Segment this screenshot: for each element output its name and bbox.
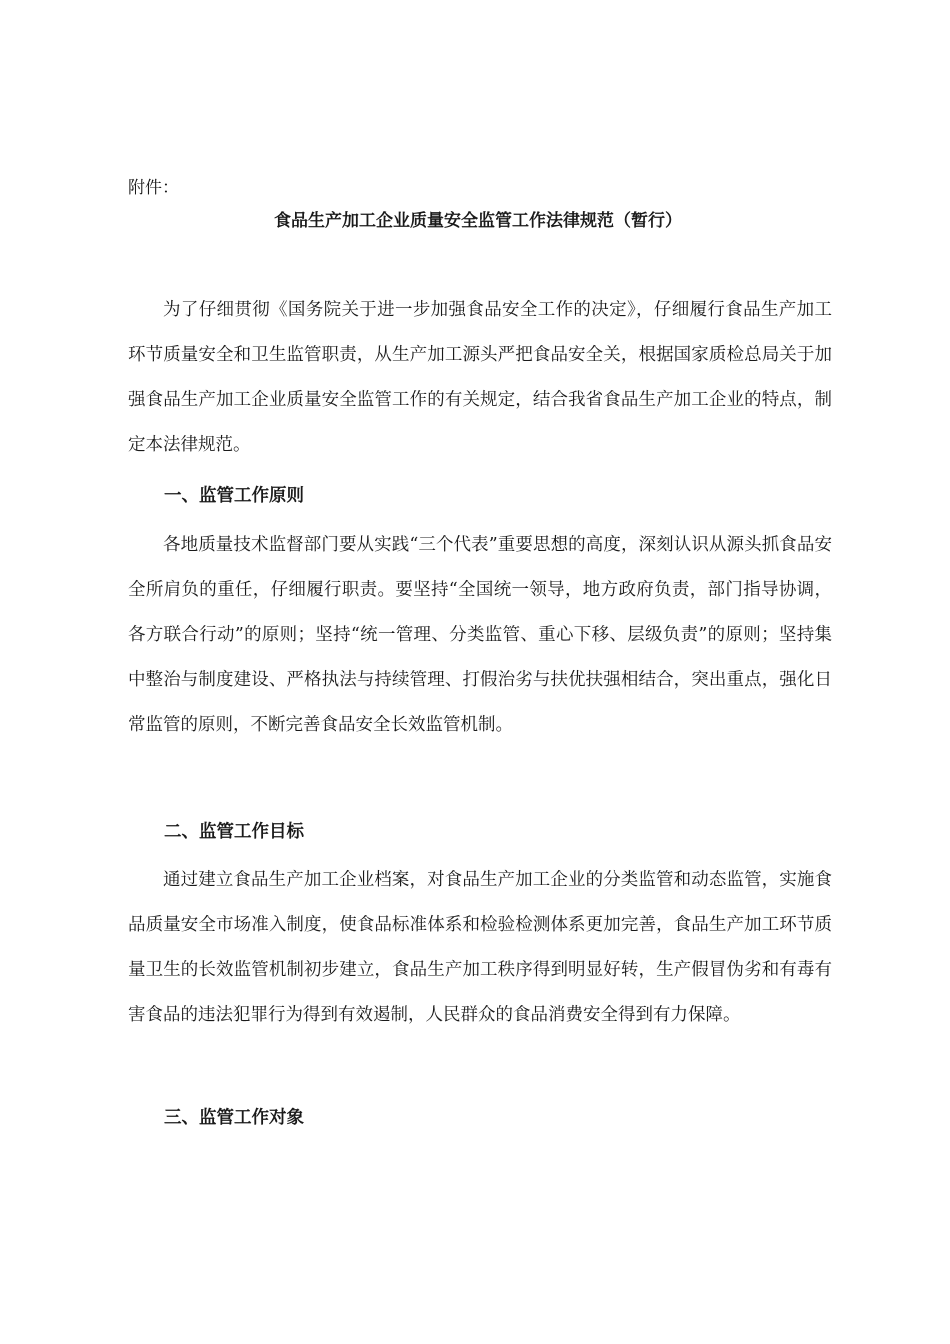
section-heading-targets: 三、监管工作对象 [164, 1108, 304, 1128]
intro-paragraph: 为了仔细贯彻《国务院关于进一步加强食品安全工作的决定》，仔细履行食品生产加工环节质量安全和卫生监管职责，从生产加工源头严把食品安全关，根据国家质检总局关于加强食品生产加工企业质量安全监管工作的有关规定，结合我省食品生产加工企业的特点，制定本法律规范。 [128, 300, 832, 455]
goals-paragraph: 通过建立食品生产加工企业档案，对食品生产加工企业的分类监管和动态监管，实施食品质量安全市场准入制度，使食品标准体系和检验检测体系更加完善，食品生产加工环节质量卫生的长效监管机制初步建立，食品生产加工秩序得到明显好转，生产假冒伪劣和有毒有害食品的违法犯罪行为得到有效遏制，人民群众的食品消费安全得到有力保障。 [128, 870, 832, 1025]
principles-paragraph: 各地质量技术监督部门要从实践“三个代表”重要思想的高度，深刻认识从源头抓食品安全所肩负的重任，仔细履行职责。要坚持“全国统一领导，地方政府负责，部门指导协调，各方联合行动”的原则；坚持“统一管理、分类监管、重心下移、层级负责”的原则；坚持集中整治与制度建设、严格执法与持续管理、打假治劣与扶优扶强相结合，突出重点，强化日常监管的原则，不断完善食品安全长效监管机制。 [128, 535, 832, 735]
document-title: 食品生产加工企业质量安全监管工作法律规范（暂行） [274, 211, 682, 231]
attachment-label: 附件： [128, 178, 179, 198]
section-heading-goals: 二、监管工作目标 [164, 822, 304, 842]
section-heading-principles: 一、监管工作原则 [164, 486, 304, 506]
